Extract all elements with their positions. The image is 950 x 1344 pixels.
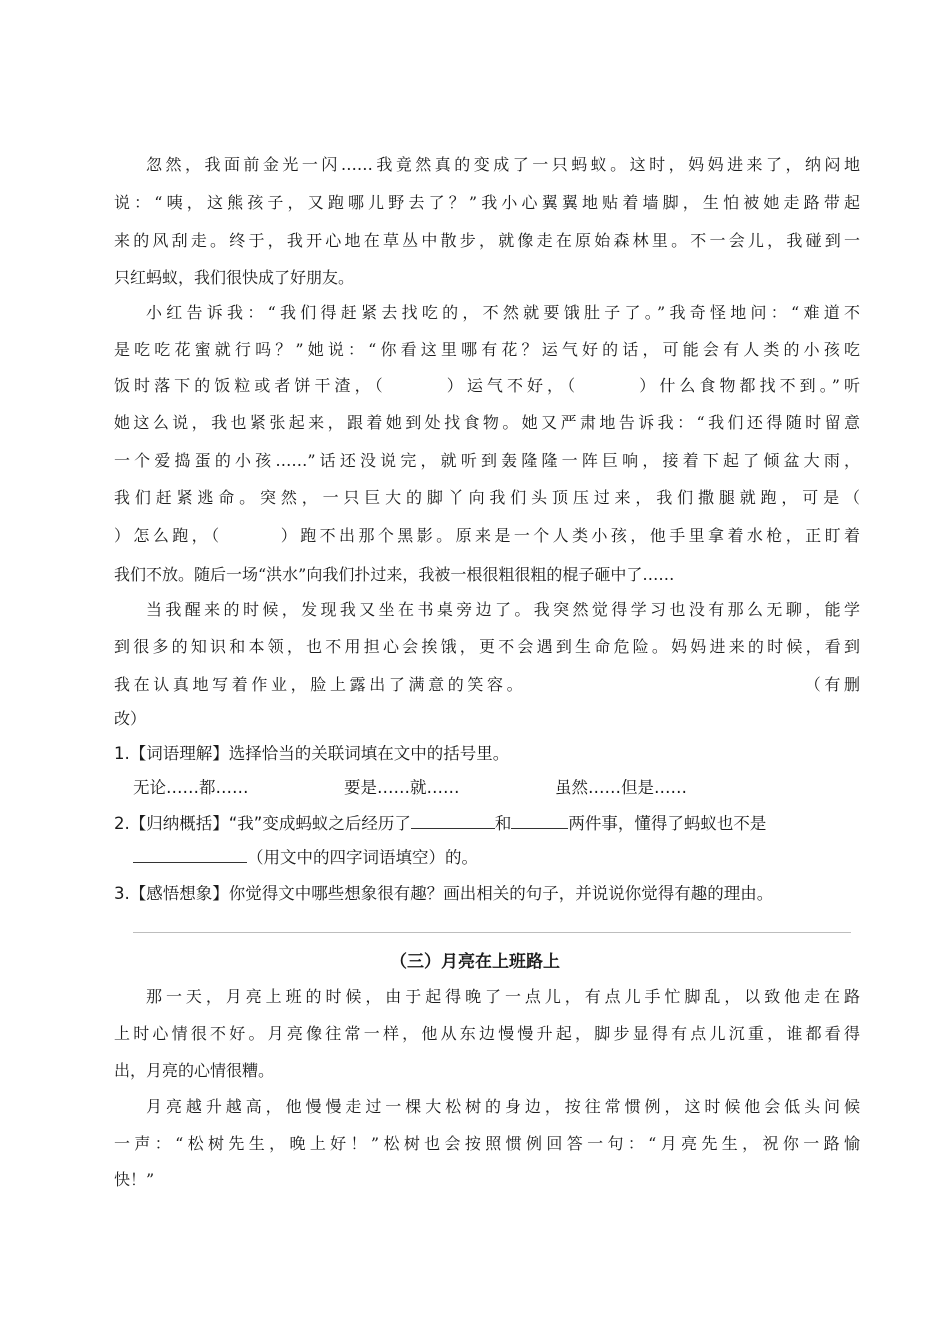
story1-p1-line-1: 忽然，我面前金光一闪……我竟然真的变成了一只蚂蚁。这时，妈妈进来了，纳闷地 [146,155,860,174]
question-3: 3.【感悟想象】你觉得文中哪些想象很有趣？画出相关的句子，并说说你觉得有趣的理由。 [114,884,774,903]
story1-p2-line-2: 是吃吃花蜜就行吗？”她说：“你看这里哪有花？运气好的话，可能会有人类的小孩吃 [114,340,860,359]
q1-option-2: 要是……就…… [344,778,460,797]
story1-p2-line-8: 我们不放。随后一场“洪水”向我们扑过来，我被一根很粗很粗的棍子砸中了…… [114,565,675,584]
story2-p2-line-1: 月亮越升越高，他慢慢走过一棵大松树的身边，按往常惯例，这时候他会低头问候 [146,1097,860,1116]
story1-p2-line-1: 小红告诉我：“我们得赶紧去找吃的，不然就要饿肚子了。”我奇怪地问：“难道不 [146,303,860,322]
story2-p2-line-2: 一声：“松树先生，晚上好！”松树也会按照惯例回答一句：“月亮先生，祝你一路愉 [114,1134,860,1153]
q2-text-part1: 2.【归纳概括】“我”变成蚂蚁之后经历了 [114,814,411,833]
q2-text-part3: （用文中的四字词语填空）的。 [247,848,478,867]
story1-p2-line-5: 一个爱捣蛋的小孩……”话还没说完，就听到轰隆隆一阵巨响，接着下起了倾盆大雨， [114,451,860,470]
story1-p2-line-3: 饭时落下的饭粒或者饼干渣，（ ）运气不好，（ ）什么食物都找不到。”听 [114,376,860,395]
story1-p3-line-3: 我在认真地写着作业，脸上露出了满意的笑容。 （有删 [114,675,860,694]
q2-text-part2: 两件事，懂得了蚂蚁也不是 [568,814,767,833]
story2-p1-line-3: 出，月亮的心情很糟。 [114,1061,275,1080]
story2-p2-line-3: 快！” [114,1170,155,1189]
q2-text-and: 和 [494,814,512,833]
section-divider [133,932,851,933]
q2-blank-3[interactable] [133,848,247,863]
story1-p1-line-4: 只红蚂蚁，我们很快成了好朋友。 [114,268,355,287]
story1-p2-line-7: ）怎么跑，（ ）跑不出那个黑影。原来是一个人类小孩，他手里拿着水枪，正盯着 [114,526,860,545]
story1-p3-line-4: 改） [114,709,147,728]
story2-p1-line-1: 那一天，月亮上班的时候，由于起得晚了一点儿，有点儿手忙脚乱，以致他走在路 [146,987,860,1006]
story1-p1-line-2: 说：“咦，这熊孩子，又跑哪儿野去了？”我小心翼翼地贴着墙脚，生怕被她走路带起 [114,193,860,212]
story1-p2-line-6: 我们赶紧逃命。突然，一只巨大的脚丫向我们头顶压过来，我们撒腿就跑，可是（ [114,488,860,507]
story1-p3-line-2: 到很多的知识和本领，也不用担心会挨饿，更不会遇到生命危险。妈妈进来的时候，看到 [114,637,860,656]
story1-p3-line-1: 当我醒来的时候，发现我又坐在书桌旁边了。我突然觉得学习也没有那么无聊，能学 [146,600,860,619]
q2-blank-1[interactable] [411,814,495,829]
story1-p1-line-3: 来的风刮走。终于，我开心地在草丛中散步，就像走在原始森林里。不一会儿，我碰到一 [114,231,860,250]
q1-option-3: 虽然……但是…… [555,778,687,797]
question-2 [114,814,766,834]
section-title: （三）月亮在上班路上 [390,952,560,972]
q1-option-1: 无论……都…… [133,778,249,797]
question-1: 1.【词语理解】选择恰当的关联词填在文中的括号里。 [114,744,510,763]
question-2-line-2 [133,848,478,868]
story2-p1-line-2: 上时心情很不好。月亮像往常一样，他从东边慢慢升起，脚步显得有点儿沉重，谁都看得 [114,1024,860,1043]
q2-blank-2[interactable] [511,814,568,829]
story1-p2-line-4: 她这么说，我也紧张起来，跟着她到处找食物。她又严肃地告诉我：“我们还得随时留意 [114,413,860,432]
